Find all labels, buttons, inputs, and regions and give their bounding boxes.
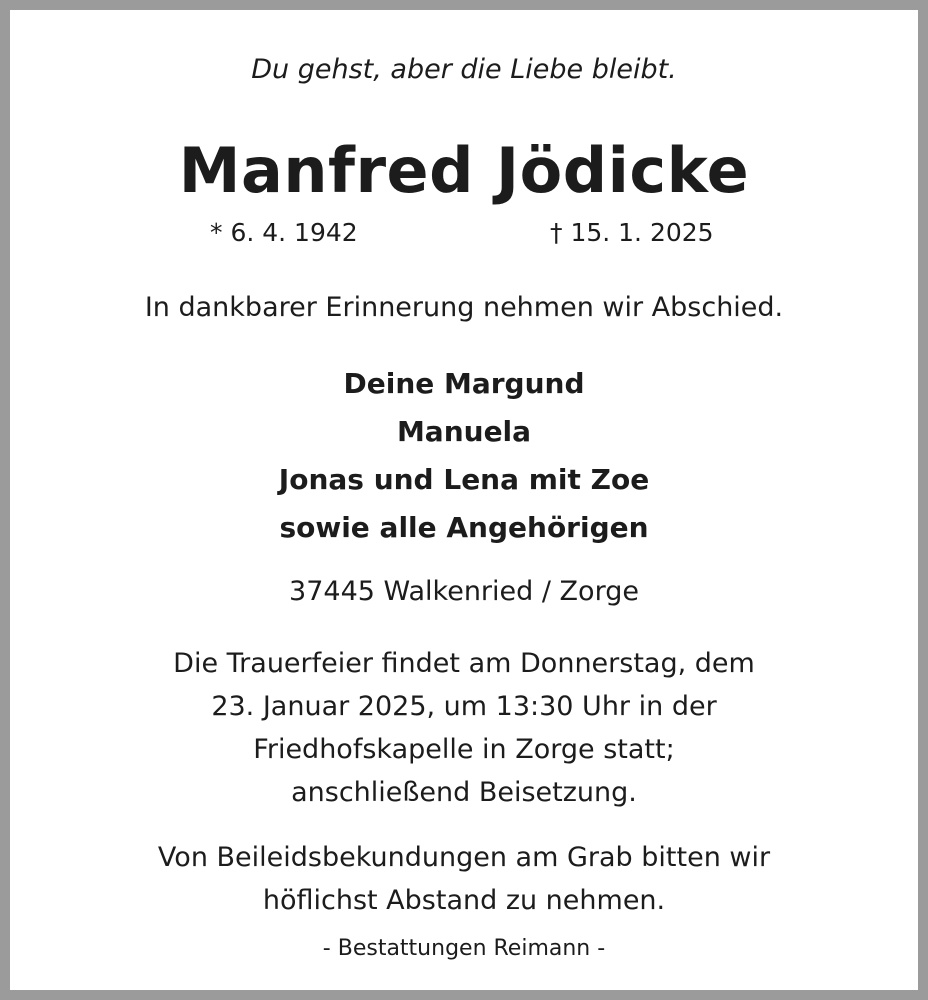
ceremony-line: Die Trauerfeier findet am Donnerstag, dem xyxy=(173,648,755,679)
death-date: † 15. 1. 2025 xyxy=(550,218,714,247)
birth-date: * 6. 4. 1942 xyxy=(210,218,358,247)
motto: Du gehst, aber die Liebe bleibt. xyxy=(251,54,677,85)
mourner: Jonas und Lena mit Zoe xyxy=(278,463,650,496)
mourners-list xyxy=(10,360,918,552)
mourner: Deine Margund xyxy=(343,367,585,400)
mourner: sowie alle Angehörigen xyxy=(279,511,649,544)
ceremony-line: anschließend Beisetzung. xyxy=(291,777,637,808)
mourner: Manuela xyxy=(396,415,532,448)
deceased-name: Manfred Jödicke xyxy=(178,134,750,207)
ceremony-line: 23. Januar 2025, um 13:30 Uhr in der xyxy=(211,691,717,722)
undertaker-credit: - Bestattungen Reimann - xyxy=(322,936,606,961)
place-line: 37445 Walkenried / Zorge xyxy=(289,576,639,607)
condolence-line: Von Beileidsbekundungen am Grab bitten wir xyxy=(157,842,771,873)
obituary-notice xyxy=(10,10,918,990)
ceremony-info xyxy=(10,642,918,814)
ceremony-line: Friedhofskapelle in Zorge statt; xyxy=(253,734,675,765)
condolence-note xyxy=(10,836,918,922)
condolence-line: höflichst Abstand zu nehmen. xyxy=(262,885,666,916)
farewell-line: In dankbarer Erinnerung nehmen wir Abschied. xyxy=(144,292,784,323)
